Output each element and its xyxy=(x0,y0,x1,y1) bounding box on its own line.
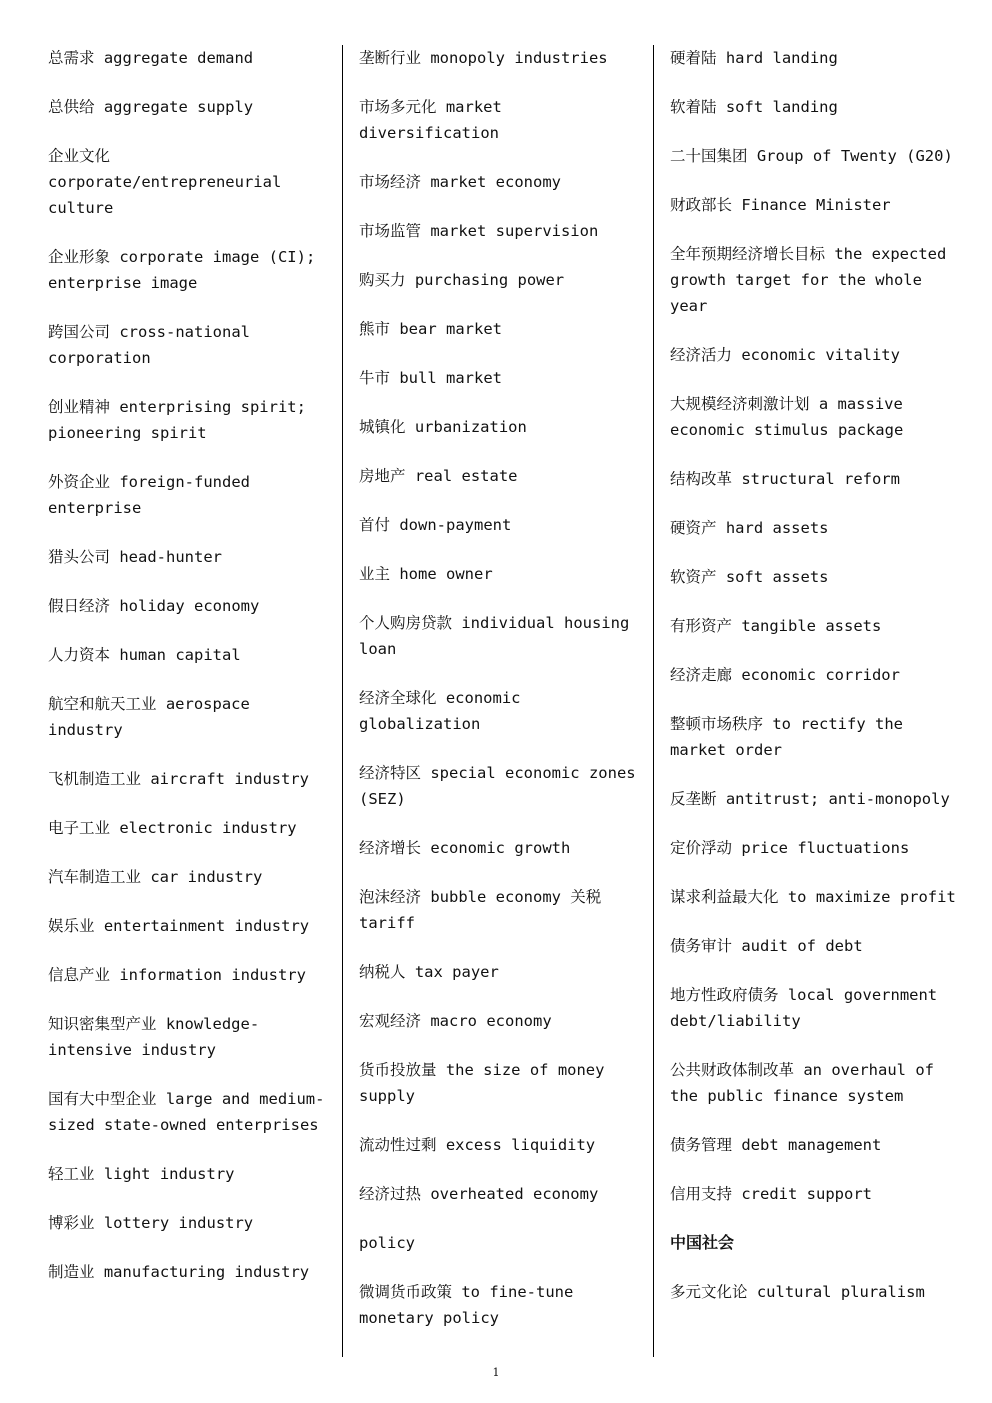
glossary-entry: 软资产 soft assets xyxy=(670,568,829,586)
column-divider xyxy=(653,45,654,1357)
glossary-entry: 猎头公司 head-hunter xyxy=(48,548,222,566)
glossary-entry: 经济过热 overheated economy xyxy=(359,1185,599,1203)
glossary-entry: 企业文化 corporate/entrepreneurial culture xyxy=(48,147,282,217)
glossary-entry: 知识密集型产业 knowledge-intensive industry xyxy=(48,1015,260,1059)
glossary-entry: 首付 down-payment xyxy=(359,516,512,534)
glossary-entry: 个人购房贷款 individual housing loan xyxy=(359,614,630,658)
glossary-entry: 房地产 real estate xyxy=(359,467,518,485)
glossary-column-3 xyxy=(670,45,960,1328)
glossary-entry: 微调货币政策 to fine-tune monetary policy xyxy=(359,1283,574,1327)
glossary-entry: 反垄断 antitrust; anti-monopoly xyxy=(670,790,950,808)
glossary-entry: 电子工业 electronic industry xyxy=(48,819,297,837)
glossary-entry: 人力资本 human capital xyxy=(48,646,241,664)
glossary-column-1 xyxy=(48,45,332,1308)
glossary-entry: 垄断行业 monopoly industries xyxy=(359,49,608,67)
glossary-entry: 博彩业 lottery industry xyxy=(48,1214,254,1232)
glossary-entry: 城镇化 urbanization xyxy=(359,418,527,436)
glossary-entry: policy xyxy=(359,1234,415,1252)
column-divider xyxy=(342,45,343,1357)
glossary-entry: 硬资产 hard assets xyxy=(670,519,829,537)
glossary-entry: 纳税人 tax payer xyxy=(359,963,499,981)
glossary-entry: 牛市 bull market xyxy=(359,369,502,387)
glossary-entry: 汽车制造工业 car industry xyxy=(48,868,263,886)
glossary-entry: 信息产业 information industry xyxy=(48,966,306,984)
glossary-entry: 软着陆 soft landing xyxy=(670,98,838,116)
glossary-entry: 熊市 bear market xyxy=(359,320,502,338)
glossary-entry: 跨国公司 cross-national corporation xyxy=(48,323,250,367)
glossary-entry: 外资企业 foreign-funded enterprise xyxy=(48,473,250,517)
glossary-entry: 市场多元化 market diversification xyxy=(359,98,502,142)
glossary-entry: 航空和航天工业 aerospace industry xyxy=(48,695,250,739)
glossary-column-2 xyxy=(359,45,641,1354)
glossary-entry: 购买力 purchasing power xyxy=(359,271,565,289)
glossary-entry: 货币投放量 the size of money supply xyxy=(359,1061,605,1105)
glossary-entry: 结构改革 structural reform xyxy=(670,470,900,488)
glossary-entry: 经济全球化 economic globalization xyxy=(359,689,521,733)
glossary-entry: 债务管理 debt management xyxy=(670,1136,882,1154)
glossary-entry: 定价浮动 price fluctuations xyxy=(670,839,910,857)
glossary-entry: 经济走廊 economic corridor xyxy=(670,666,900,684)
glossary-entry: 公共财政体制改革 an overhaul of the public finance system xyxy=(670,1061,934,1105)
glossary-entry: 二十国集团 Group of Twenty (G20) xyxy=(670,147,953,165)
glossary-entry: 信用支持 credit support xyxy=(670,1185,872,1203)
section-heading: 中国社会 xyxy=(670,1233,735,1252)
glossary-entry: 硬着陆 hard landing xyxy=(670,49,838,67)
glossary-entry: 经济活力 economic vitality xyxy=(670,346,900,364)
glossary-entry: 流动性过剩 excess liquidity xyxy=(359,1136,596,1154)
glossary-entry: 飞机制造工业 aircraft industry xyxy=(48,770,309,788)
glossary-entry: 制造业 manufacturing industry xyxy=(48,1263,310,1281)
glossary-entry: 整顿市场秩序 to rectify the market order xyxy=(670,715,903,759)
glossary-entry: 有形资产 tangible assets xyxy=(670,617,882,635)
glossary-entry: 债务审计 audit of debt xyxy=(670,937,863,955)
glossary-entry: 多元文化论 cultural pluralism xyxy=(670,1283,925,1301)
glossary-entry: 业主 home owner xyxy=(359,565,493,583)
glossary-entry: 假日经济 holiday economy xyxy=(48,597,260,615)
page-number: 1 xyxy=(492,1366,500,1379)
glossary-entry: 经济增长 economic growth xyxy=(359,839,571,857)
glossary-entry: 国有大中型企业 large and medium-sized state-owned enterprises xyxy=(48,1090,325,1134)
glossary-entry: 经济特区 special economic zones (SEZ) xyxy=(359,764,636,808)
glossary-entry: 企业形象 corporate image (CI); enterprise image xyxy=(48,248,316,292)
glossary-entry: 大规模经济刺激计划 a massive economic stimulus package xyxy=(670,395,904,439)
glossary-entry: 市场监管 market supervision xyxy=(359,222,599,240)
glossary-entry: 市场经济 market economy xyxy=(359,173,561,191)
glossary-entry: 宏观经济 macro economy xyxy=(359,1012,552,1030)
glossary-entry: 总供给 aggregate supply xyxy=(48,98,254,116)
glossary-entry: 泡沫经济 bubble economy 关税 tariff xyxy=(359,888,602,932)
glossary-entry: 谋求利益最大化 to maximize profit xyxy=(670,888,956,906)
glossary-entry: 财政部长 Finance Minister xyxy=(670,196,891,214)
glossary-entry: 全年预期经济增长目标 the expected growth target for the whole year xyxy=(670,245,947,315)
glossary-entry: 轻工业 light industry xyxy=(48,1165,235,1183)
glossary-entry: 娱乐业 entertainment industry xyxy=(48,917,310,935)
glossary-entry: 地方性政府债务 local government debt/liability xyxy=(670,986,938,1030)
glossary-entry: 创业精神 enterprising spirit; pioneering spirit xyxy=(48,398,306,442)
glossary-entry: 总需求 aggregate demand xyxy=(48,49,254,67)
